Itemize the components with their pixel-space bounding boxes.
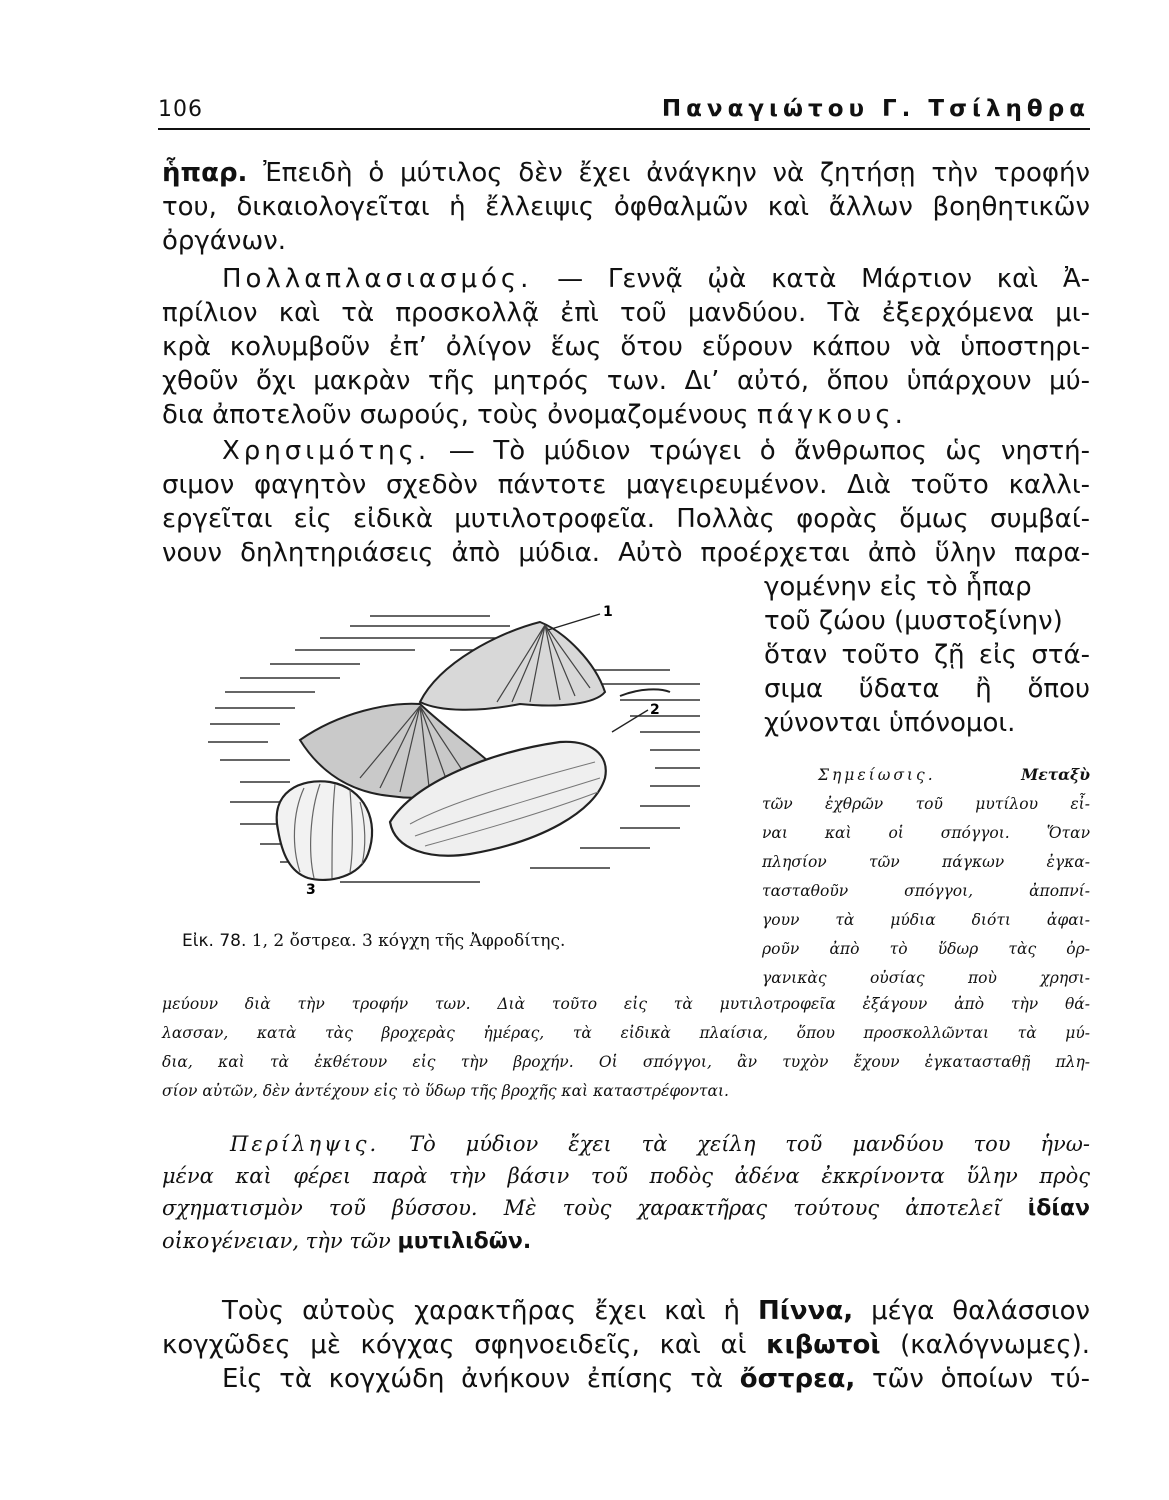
text-line: τῶν ἐχθρῶν τοῦ μυτίλου εἶ- (762, 795, 1090, 813)
note-side-column (762, 760, 1090, 993)
figure-label-2: 2 (650, 702, 660, 718)
figure-caption-text: 1, 2 ὄστρεα. 3 κόγχη τῆς Ἀφροδίτης. (246, 931, 566, 951)
paragraph-usefulness (162, 434, 1090, 570)
text-line: Πολλαπλασιασμός. — Γεννᾷ ᾠὰ κατὰ Μάρτιον καὶ Ἀ- (222, 264, 1090, 294)
text-line: εργεῖται εἰς εἰδικὰ μυτιλοτροφεῖα. Πολλὰς φορὰς ὅμως συμβαί- (162, 504, 1090, 534)
text-line: δια, καὶ τὰ ἐκθέτουν εἰς τὴν βροχήν. Οἱ σπόγγοι, ἂν τυχὸν ἔχουν ἐγκατασταθῇ πλη- (162, 1053, 1090, 1071)
oyster-illustration (200, 592, 720, 910)
section-heading: Πολλαπλασιασμός. (222, 264, 533, 294)
text-line: γουν τὰ μύδια διότι ἀφαι- (762, 911, 1090, 929)
text-line: μεύουν διὰ τὴν τροφήν των. Διὰ τοῦτο εἰς τὰ μυτιλοτροφεῖα ἐξάγουν ἀπὸ τὴν θά- (162, 995, 1090, 1013)
text-line: τοῦ ζώου (μυστοξίνην) (764, 606, 1063, 636)
text-line: σχηματισμὸν τοῦ βύσσου. Μὲ τοὺς χαρακτῆρας τούτους ἀποτελεῖ ἰδίαν (162, 1196, 1090, 1221)
text-line: λασσαν, κατὰ τὰς βροχερὰς ἡμέρας, τὰ εἰδικὰ πλαίσια, ὅπου προσκολλῶνται τὰ μύ- (162, 1024, 1090, 1042)
page-header (158, 88, 1090, 130)
text-line: μένα καὶ φέρει παρὰ τὴν βάσιν τοῦ ποδὸς ἀδένα ἐκκρίνοντα ὕλην πρὸς (162, 1164, 1090, 1188)
section-heading: Χρησιμότης. (222, 436, 431, 466)
text-line: ἧπαρ. Ἐπειδὴ ὁ μύτιλος δὲν ἔχει ἀνάγκην νὰ ζητήσῃ τὴν τροφήν (162, 158, 1090, 188)
text-line: Εἰς τὰ κογχώδη ἀνήκουν ἐπίσης τὰ ὄστρεα, τῶν ὁποίων τύ- (222, 1364, 1090, 1394)
text-line: τασταθοῦν σπόγγοι, ἀποπνί- (762, 882, 1090, 900)
text-line: ναι καὶ οἱ σπόγγοι. Ὅταν (762, 824, 1090, 842)
bold-term: ὄστρεα, (739, 1364, 856, 1394)
text-line: γομένην εἰς τὸ ἧπαρ (764, 572, 1032, 602)
page-number: 106 (158, 97, 203, 122)
text-line: του, δικαιολογεῖται ἡ ἔλλειψις ὀφθαλμῶν καὶ ἄλλων βοηθητικῶν (162, 192, 1090, 222)
closing-paragraph (162, 1294, 1090, 1396)
paragraph-reproduction (162, 262, 1090, 432)
text-line: γανικὰς οὐσίας ποὺ χρησι- (762, 969, 1090, 987)
text-line: πρίλιον καὶ τὰ προσκολλᾷ ἐπὶ τοῦ μανδύου. Τὰ ἐξερχόμενα μι- (162, 298, 1090, 328)
text-line: Τοὺς αὐτοὺς χαρακτῆρας ἔχει καὶ ἡ Πίννα, μέγα θαλάσσιον (222, 1296, 1090, 1326)
note-heading: Σημείωσις. (818, 766, 936, 784)
bold-term: ἰδίαν (1027, 1196, 1090, 1221)
bold-term: Πίννα, (758, 1296, 854, 1326)
usefulness-side-column (764, 570, 1090, 740)
text-line: πλησίον τῶν πάγκων ἐγκα- (762, 853, 1090, 871)
text-line: σιμον φαγητὸν σχεδὸν πάντοτε μαγειρευμένον. Διὰ τοῦτο καλλι- (162, 470, 1090, 500)
summary-heading: Περίληψις. (230, 1132, 380, 1156)
paragraph-liver (162, 156, 1090, 258)
text-line: κογχῶδες μὲ κόγχας σφηνοειδεῖς, καὶ αἱ κιβωτοὶ (καλόγνωμες). (162, 1330, 1090, 1360)
figure-caption-label: Εἰκ. 78. (182, 931, 247, 951)
text-line: σιμα ὕδατα ἢ ὅπου (764, 674, 1090, 704)
text-line: δια ἀποτελοῦν σωρούς, τοὺς ὀνομαζομένους πάγκους. (162, 400, 907, 430)
note-full-width (162, 990, 1090, 1106)
text-line: ὀργάνων. (162, 226, 287, 256)
text-line: Χρησιμότης. — Τὸ μύδιον τρώγει ὁ ἄνθρωπος ὡς νηστή- (222, 436, 1090, 466)
venus-shell (277, 781, 372, 880)
bold-term: κιβωτοὶ (766, 1330, 881, 1360)
text-line: οἰκογένειαν, τὴν τῶν μυτιλιδῶν. (162, 1229, 532, 1254)
text-line: ροῦν ἀπὸ τὸ ὕδωρ τὰς ὀρ- (762, 940, 1090, 958)
summary-paragraph (162, 1128, 1090, 1258)
figure-label-3: 3 (306, 882, 316, 898)
oyster-shell-1 (420, 622, 605, 710)
spaced-term: πάγκους. (756, 400, 907, 430)
leader-line-1 (548, 614, 600, 630)
bold-term: μυτιλιδῶν. (397, 1229, 532, 1254)
text-line: Σημείωσις. Μεταξὺ (818, 765, 1090, 784)
figure-label-1: 1 (603, 604, 613, 620)
figure-caption (182, 931, 565, 951)
text-line: χθοῦν ὄχι μακρὰν τῆς μητρός των. Δι’ αὐτό, ὅπου ὑπάρχουν μύ- (162, 366, 1090, 396)
text-line: σίον αὐτῶν, δὲν ἀντέχουν εἰς τὸ ὕδωρ τῆς βροχῆς καὶ καταστρέφονται. (162, 1082, 729, 1100)
text-line: ὅταν τοῦτο ζῇ εἰς στά- (764, 640, 1090, 670)
text-line: χύνονται ὑπόνομοι. (764, 708, 1016, 738)
text-line: νουν δηλητηριάσεις ἀπὸ μύδια. Αὐτὸ προέρχεται ἀπὸ ὕλην παρα- (162, 538, 1090, 568)
text-line: Περίληψις. Τὸ μύδιον ἔχει τὰ χείλη τοῦ μανδύου του ἡνω- (230, 1132, 1090, 1156)
leader-line-2 (612, 710, 648, 732)
running-head: Παναγιώτου Γ. Τσίληθρα (661, 96, 1090, 122)
text-line: κρὰ κολυμβοῦν ἐπ’ ὀλίγον ἕως ὅτου εὕρουν κάπου νὰ ὑποστηρι- (162, 332, 1090, 362)
bold-term: ἧπαρ. (162, 158, 248, 188)
